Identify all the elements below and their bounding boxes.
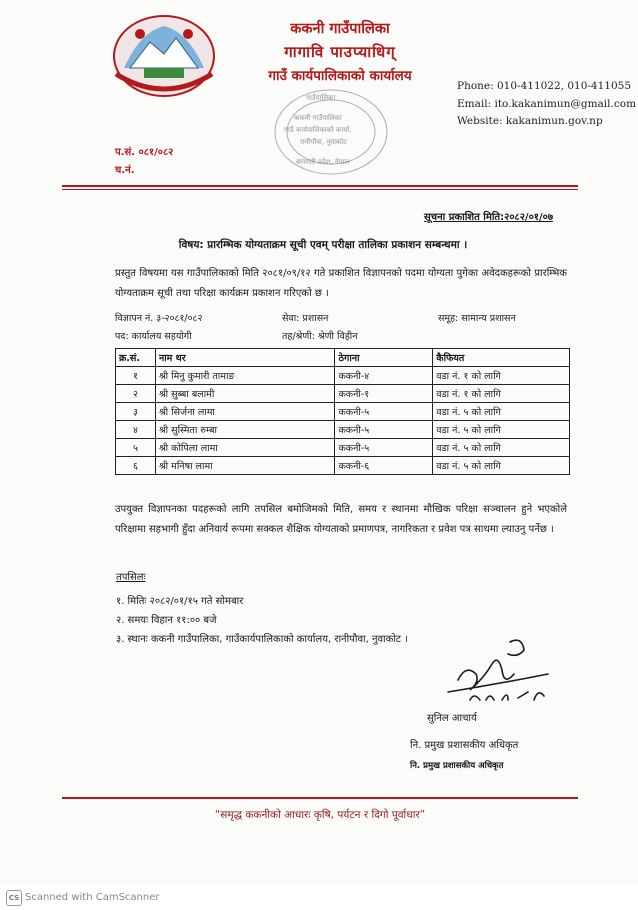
cell-name: श्री सिर्जना लामा bbox=[155, 403, 335, 421]
signatory-name: सुनिल आचार्य bbox=[427, 713, 477, 724]
municipality-name: ककनी गाउँपालिका bbox=[290, 21, 390, 37]
cell-address: ककनी-४ bbox=[335, 367, 433, 385]
office-stamp bbox=[270, 82, 392, 178]
cell-name: श्री कोपिला लामा bbox=[155, 439, 335, 457]
level-category: तह/श्रेणी: श्रेणी विहीन bbox=[282, 331, 358, 342]
nepal-emblem-logo bbox=[110, 12, 218, 98]
group: समूह: सामान्य प्रशासन bbox=[438, 313, 516, 324]
cell-remarks: वडा नं. ५ को लागि bbox=[433, 421, 570, 439]
svg-text:गाउँपालिका: गाउँपालिका bbox=[306, 94, 336, 102]
cell-address: ककनी-१ bbox=[335, 385, 433, 403]
cell-name: श्री सुब्बा बलामी bbox=[155, 385, 335, 403]
detail-venue: ३. स्थानः ककनी गाउँपालिका, गाउँकार्यपालिकाको कार्यालय, रानीपौवा, नुवाकोट । bbox=[116, 634, 408, 645]
notice-subject: विषय: प्रारम्भिक योग्यताक्रम सूची एवम् परीक्षा तालिका प्रकाशन सम्बन्धमा । bbox=[178, 239, 468, 251]
header-rule-thick bbox=[62, 185, 578, 187]
contact-email: Email: ito.kakanimun@gmail.com bbox=[457, 98, 637, 110]
intro-paragraph: प्रस्तुत विषयमा यस गाउँपालिकाको मिति २०८१/०९/१२ गते प्रकाशित विज्ञापनको पदमा योग्यता पुगेका अवेदकहरूको प्रारम्भिक योग्यताक्रम सूची तथा परिक्षा कार्यक्रम प्रकाशन गरिएको छ । bbox=[115, 268, 567, 299]
detail-time: २. समयः विहान ११:०० बजे bbox=[116, 615, 217, 626]
cell-remarks: वडा नं. ५ को लागि bbox=[433, 403, 570, 421]
cell-serial: २ bbox=[116, 385, 156, 403]
cell-remarks: वडा नं. ५ को लागि bbox=[433, 457, 570, 475]
header-name: नाम थर bbox=[155, 349, 335, 367]
published-date: सूचना प्रकाशित मिति:२०८२/०१/०७ bbox=[424, 212, 554, 223]
cell-serial: १ bbox=[116, 367, 156, 385]
details-heading: तपसिलः bbox=[116, 572, 146, 583]
table-row bbox=[116, 403, 570, 421]
municipality-script-name: गागावि पाउप्याधिग् bbox=[284, 43, 396, 61]
cell-name: श्री सुस्मिता रुम्बा bbox=[155, 421, 335, 439]
cell-address: ककनी-५ bbox=[335, 439, 433, 457]
table-row bbox=[116, 385, 570, 403]
municipality-motto: “समृद्ध ककनीको आधारः कृषि, पर्यटन र दिगो पूर्वाधार” bbox=[214, 809, 426, 821]
cell-remarks: वडा नं. ५ को लागि bbox=[433, 439, 570, 457]
cell-serial: ४ bbox=[116, 421, 156, 439]
cell-name: श्री मनिषा लामा bbox=[155, 457, 335, 475]
header-serial: क्र.सं. bbox=[116, 349, 156, 367]
svg-text:ककनी गाउँपालिका: ककनी गाउँपालिका bbox=[294, 114, 342, 122]
table-row bbox=[116, 439, 570, 457]
reference-number: प.सं. ०८१/०८२ bbox=[115, 147, 174, 158]
header-rule-thin bbox=[62, 189, 578, 190]
cell-remarks: वडा नं. १ को लागि bbox=[433, 385, 570, 403]
cell-serial: ६ bbox=[116, 457, 156, 475]
designation-stamp: नि. प्रमुख प्रशासकीय अधिकृत bbox=[410, 761, 504, 771]
handwritten-signature bbox=[418, 634, 578, 714]
advertisement-number: विज्ञापन नं. ३-२०८१/०८२ bbox=[115, 313, 203, 324]
header-remarks: कैफियत bbox=[433, 349, 570, 367]
contact-phone: Phone: 010-411022, 010-411055 bbox=[457, 80, 632, 92]
svg-text:गाउँ कार्यपालिकाको कार्या.: गाउँ कार्यपालिकाको कार्या. bbox=[284, 126, 352, 134]
table-row bbox=[116, 457, 570, 475]
contact-website: Website: kakanimun.gov.np bbox=[457, 115, 603, 127]
table-header-row bbox=[116, 349, 570, 367]
cell-serial: ५ bbox=[116, 439, 156, 457]
header-address: ठेगाना bbox=[335, 349, 433, 367]
camscanner-icon: CS bbox=[6, 890, 22, 906]
cell-address: ककनी-५ bbox=[335, 403, 433, 421]
svg-text:बागमती प्रदेश, नेपाल: बागमती प्रदेश, नेपाल bbox=[296, 158, 350, 166]
instruction-paragraph: उपयुक्त विज्ञापनका पदहरूको लागि तपसिल बमोजिमको मिति, समय र स्थानमा मौखिक परिक्षा सञ्चालन हुने भएकोले परिक्षामा सहभागी हुँदा अनिवार्य रूपमा सक्कल शैक्षिक योग्यताको प्रमाणपत्र, नागरिकता र प्रवेश पत्र साथमा ल्याउनु पर्नेछ । bbox=[115, 504, 567, 535]
cell-name: श्री मिनु कुमारी तामाङ bbox=[155, 367, 335, 385]
cell-serial: ३ bbox=[116, 403, 156, 421]
cell-address: ककनी-५ bbox=[335, 421, 433, 439]
footer-rule bbox=[62, 797, 578, 799]
dispatch-number: च.नं. bbox=[115, 165, 135, 176]
svg-text:रानीपौवा, नुवाकोट: रानीपौवा, नुवाकोट bbox=[300, 138, 347, 146]
scanner-watermark: Scanned with CamScanner bbox=[25, 892, 160, 903]
table-row bbox=[116, 367, 570, 385]
signatory-post: नि. प्रमुख प्रशासकीय अधिकृत bbox=[410, 740, 519, 751]
position: पद: कार्यालय सहयोगी bbox=[115, 331, 192, 342]
cell-address: ककनी-६ bbox=[335, 457, 433, 475]
cell-remarks: वडा नं. १ को लागि bbox=[433, 367, 570, 385]
candidate-table bbox=[115, 348, 570, 475]
office-name: गाउँ कार्यपालिकाको कार्यालय bbox=[268, 68, 412, 84]
table-row bbox=[116, 421, 570, 439]
detail-date: १. मितिः २०८२/०१/१५ गते सोमबार bbox=[116, 596, 244, 607]
service: सेवा: प्रशासन bbox=[282, 313, 329, 324]
